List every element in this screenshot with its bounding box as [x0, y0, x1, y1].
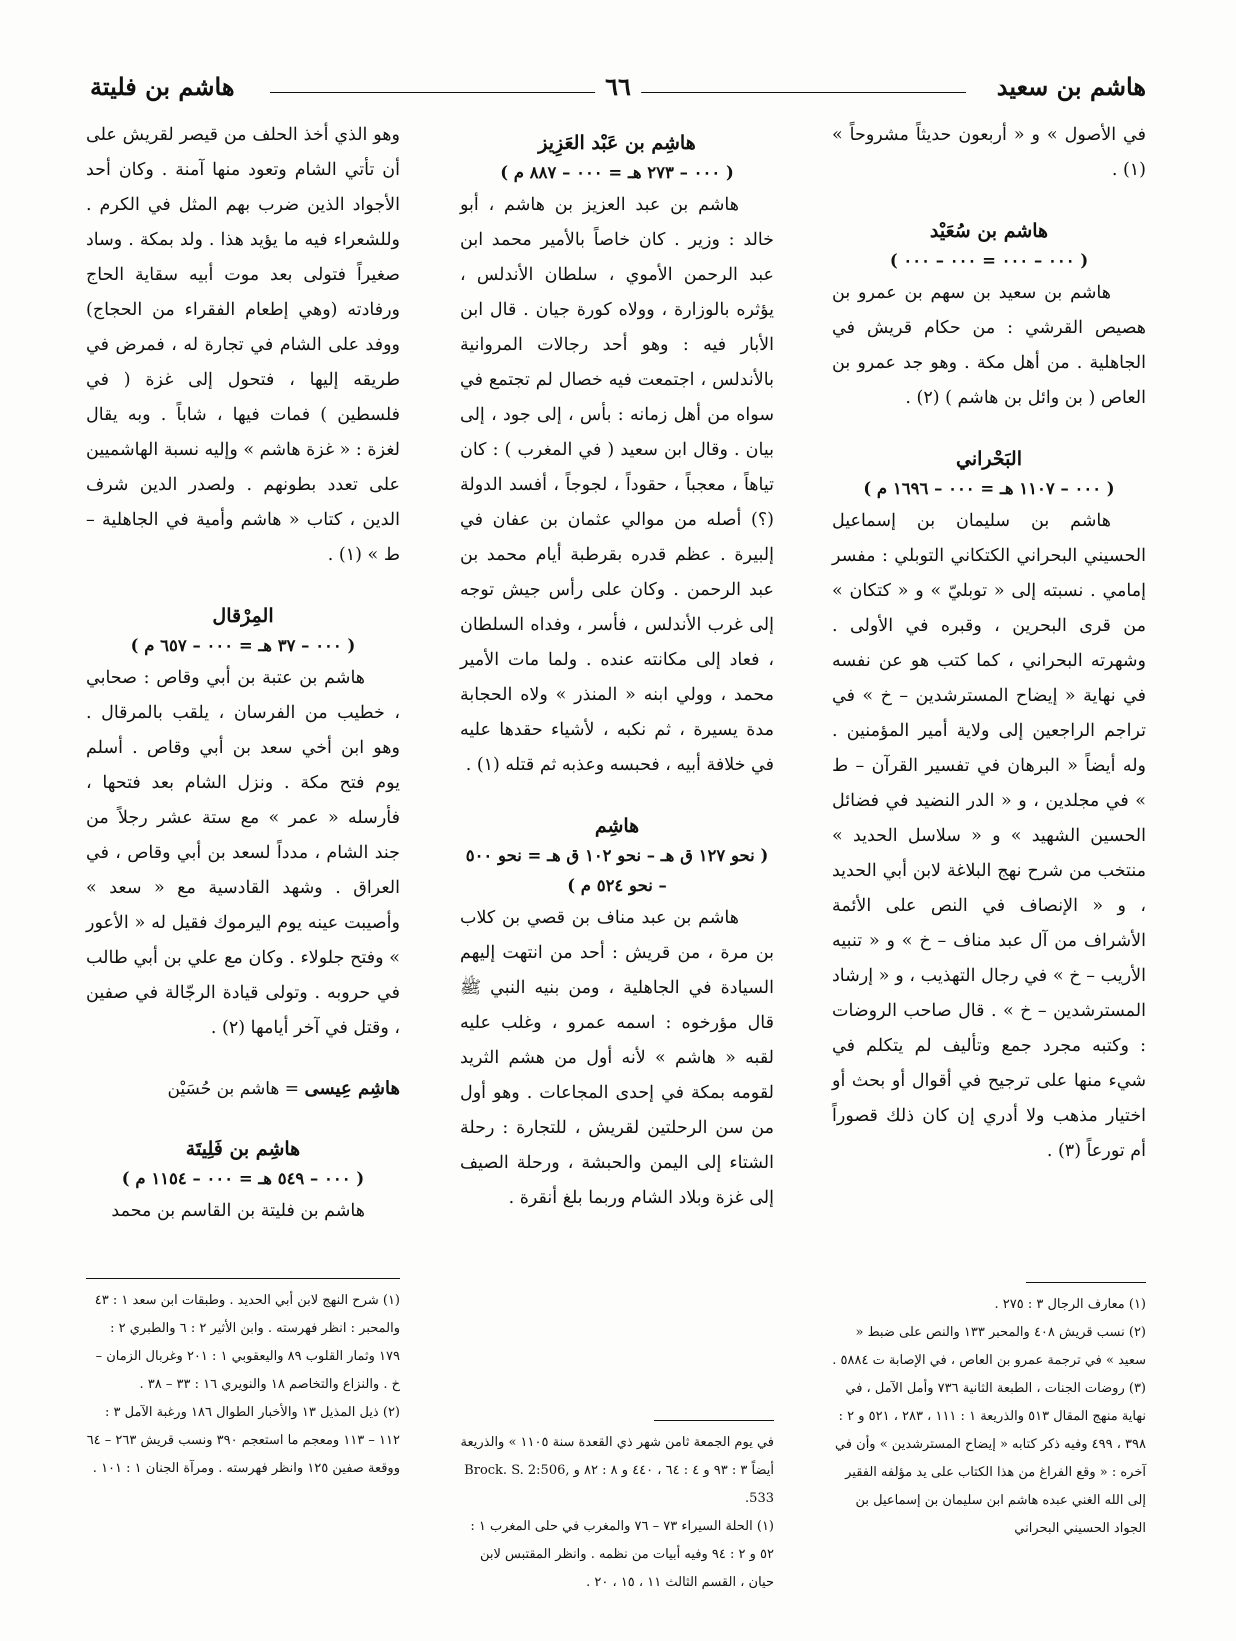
cross-reference-name: هاشِم عِيسى: [304, 1078, 400, 1099]
footnotes-right: [832, 1282, 1146, 1543]
footnote: (١) شرح النهج لابن أبي الحديد . وطبقات ابن سعد ١ : ٤٣ والمحبر : انظر فهرسته . وابن الأثير ٢ : ٦ والطبري ٢ : ١٧٩ وثمار القلوب ٨٩ واليعقوبي ١ : ٢٠١ وغربال الزمان – خ . والنزاع والتخاصم ١٨ والنويري ١٦ : ٣٣ – ٣٨ .: [94, 1293, 400, 1392]
continuation-text: وهو الذي أخذ الحلف من قيصر لقريش على أن تأتي الشام وتعود منها آمنة . وكان أحد الأجواد الذين ضرب بهم المثل في الكرم . وللشعراء فيه ما يؤيد هذا . ولد بمكة . وساد صغيراً فتولى بعد موت أبيه سقاية الحاج ورفادته (وهي إطعام الفقراء من الحجاج) ووفد على الشام في تجارة له ، فمرض في طريقه إليها ، فتحول إلى غزة ( في فلسطين ) فمات فيها ، شاباً . وبه يقال لغزة : « غزة هاشم » وإليه نسبة الهاشميين على تعدد بطونهم . ولصدر الدين شرف الدين ، كتاب « هاشم وأمية في الجاهلية – ط » (١) .: [86, 125, 400, 565]
page-header: [90, 72, 1146, 112]
entry-heading: [832, 444, 1146, 504]
column-left: [86, 118, 400, 1229]
footnote-rule: [1026, 1282, 1146, 1283]
footnote-rule: [654, 1420, 774, 1421]
footnotes-left: [86, 1278, 400, 1483]
footnote-rule: [86, 1278, 400, 1279]
cross-reference-target: = هاشم بن حُسَيْن: [167, 1079, 300, 1099]
footnote: (٢) نسب قريش ٤٠٨ والمحبر ١٣٣ والنص على ضبط « سعيد » في ترجمة عمرو بن العاص ، في الإصابة ت ٥٨٨٤ .: [832, 1325, 1146, 1368]
entry-heading: [460, 811, 774, 901]
column-right: [832, 118, 1146, 1169]
entry-heading: [460, 128, 774, 188]
entry-text: هاشم بن سعيد بن سهم بن عمرو بن هصيص القرشي : من حكام قريش في الجاهلية . من أهل مكة . وهو جد عمرو بن العاص ( بن وائل بن هاشم ) (٢) .: [832, 283, 1146, 408]
entry-dates: ( ٠٠٠ – ١١٠٧ هـ = ٠٠٠ – ١٦٩٦ م ): [863, 479, 1115, 498]
entry-dates: ( ٠٠٠ – ٥٤٩ هـ = ٠٠٠ – ١١٥٤ م ): [121, 1169, 365, 1188]
entry-heading: [832, 216, 1146, 276]
entry-name: هاشِم: [594, 815, 640, 837]
footnote: (٢) ذيل المذيل ١٣ والأخبار الطوال ١٨٦ ورغبة الآمل ٣ : ١١٢ – ١١٣ ومعجم ما استعجم ٣٩٠ ونسب قريش ٢٦٣ – ٦٤ ووقعة صفين ١٢٥ وانظر فهرسته . ومرآة الجنان ١ : ١٠١ .: [86, 1405, 400, 1476]
entry-heading: [86, 1134, 400, 1194]
footnote: في يوم الجمعة ثامن شهر ذي القعدة سنة ١١٠٥ » والذريعة أيضاً ٣ : ٩٣ و ٤ : ٦٤ ، ٤٤٠ و ٨ : ٨٢ و Brock. S. 2:506, 533.: [460, 1435, 774, 1506]
footnote: (١) الحلة السيراء ٧٣ – ٧٦ والمغرب في حلى المغرب ١ : ٥٢ و ٢ : ٩٤ وفيه أبيات من نظمه . وانظر المقتبس لابن حيان ، القسم الثالث ١١ ، ١٥ ، ٢٠ .: [470, 1519, 774, 1590]
entry-name: هاشِم بن عَبْد العَزِيز: [538, 132, 696, 154]
entry-text: هاشم بن عبد مناف بن قصي بن كلاب بن مرة ، من قريش : أحد من انتهت إليهم السيادة في الجاهلية ، ومن بنيه النبي ﷺ قال مؤرخوه : اسمه عمرو ، وغلب عليه لقبه « هاشم » لأنه أول من هشم الثريد لقومه بمكة في إحدى المجاعات . وهو أول من سن الرحلتين لقريش ، للتجارة : رحلة الشتاء إلى اليمن والحبشة ، ورحلة الصيف إلى غزة وبلاد الشام وربما بلغ أنقرة .: [460, 908, 774, 1208]
entry-dates: ( نحو ١٢٧ ق هـ – نحو ١٠٢ ق هـ = نحو ٥٠٠ – نحو ٥٢٤ م ): [465, 846, 769, 895]
entry-dates: ( ٠٠٠ – ٢٧٣ هـ = ٠٠٠ – ٨٨٧ م ): [500, 163, 734, 182]
cross-reference: [86, 1072, 400, 1106]
continuation-text: في الأصول » و « أربعون حديثاً مشروحاً » (١) .: [832, 125, 1146, 180]
entry-dates: ( ٠٠٠ – ٣٧ هـ = ٠٠٠ – ٦٥٧ م ): [130, 636, 356, 655]
entry-dates: ( ٠٠٠ – ٠٠٠ = ٠٠٠ – ٠٠٠ ): [889, 251, 1089, 270]
footnote: (٣) روضات الجنات ، الطبعة الثانية ٧٣٦ وأمل الآمل ، في نهاية منهج المقال ٥١٣ والذريعة ١ : ١١١ ، ٢٨٣ ، ٥٢١ و ٢ : ٣٩٨ ، ٤٩٩ وفيه ذكر كتابه « إيضاح المسترشدين » وأن في آخره : « وقع الفراغ من هذا الكتاب على يد مؤلفه الفقير إلى الله الغني عبده هاشم ابن سليمان بن إسماعيل بن الجواد الحسيني البحراني: [834, 1381, 1146, 1536]
entry-text: هاشم بن عتبة بن أبي وقاص : صحابي ، خطيب من الفرسان ، يلقب بالمرقال . وهو ابن أخي سعد بن أبي وقاص . أسلم يوم فتح مكة . ونزل الشام بعد فتحها ، فأرسله « عمر » مع ستة عشر رجلاً من جند الشام ، مدداً لسعد بن أبي وقاص ، في العراق . وشهد القادسية مع « سعد » وأصيبت عينه يوم اليرموك فقيل له « الأعور » وفتح جلولاء . وكان مع علي بن أبي طالب في حروبه . وتولى قيادة الرجّالة في صفين ، وقتل في آخر أيامها (٢) .: [86, 668, 400, 1038]
footnotes-middle: [460, 1420, 774, 1597]
column-middle: [460, 118, 774, 1216]
running-title-left: هاشم بن فليتة: [90, 72, 235, 101]
running-title-right: هاشم بن سعيد: [996, 72, 1146, 101]
entry-name: هاشِم بن فَلِيتَة: [185, 1138, 301, 1160]
entry-name: هاشم بن سُعَيْد: [929, 220, 1049, 242]
entry-heading: [86, 601, 400, 661]
entry-name: المِرْقال: [212, 605, 274, 627]
entry-text: هاشم بن عبد العزيز بن هاشم ، أبو خالد : وزير . كان خاصاً بالأمير محمد ابن عبد الرحمن الأموي ، سلطان الأندلس ، يؤثره بالوزارة ، وولاه كورة جيان . قال ابن الأبار فيه : وهو أحد رجالات المروانية بالأندلس ، اجتمعت فيه خصال لم تجتمع في سواه من أهل زمانه : بأس ، إلى جود ، إلى بيان . وقال ابن سعيد ( في المغرب ) : كان تياهاً ، معجباً ، حقوداً ، لجوجاً ، أفسد الدولة (؟) أصله من موالي عثمان بن عفان في إلبيرة . عظم قدره بقرطبة أيام محمد بن عبد الرحمن . وكان على رأس جيش توجه إلى غرب الأندلس ، فأسر ، وفداه السلطان ، فعاد إلى مكانته عنده . ولما مات الأمير محمد ، وولي ابنه « المنذر » ولاه الحجابة مدة يسيرة ، ثم نكبه ، لأشياء حقدها عليه في خلافة أبيه ، فحبسه وعذبه ثم قتله (١) .: [460, 195, 774, 775]
footnote: (١) معارف الرجال ٣ : ٢٧٥ .: [994, 1297, 1146, 1312]
entry-text: هاشم بن سليمان بن إسماعيل الحسيني البحراني الكتكاني التوبلي : مفسر إمامي . نسبته إلى « توبليّ » و « كتكان » من قرى البحرين ، وقبره في الأولى . وشهرته البحراني ، كما كتب هو عن نفسه في نهاية « إيضاح المسترشدين – خ » في تراجم الراجعين إلى ولاية أمير المؤمنين . وله أيضاً « البرهان في تفسير القرآن – ط » في مجلدين ، و « الدر النضيد في فضائل الحسين الشهيد » و « سلاسل الحديد » منتخب من شرح نهج البلاغة لابن أبي الحديد ، و « الإنصاف في النص على الأئمة الأشراف من آل عبد مناف – خ » و « تنبيه الأريب – خ » في رجال التهذيب ، و « إرشاد المسترشدين – خ » . قال صاحب الروضات : وكتبه مجرد جمع وتأليف لم يتكلم في شيء منها على ترجيح في أقوال أو بحث أو اختيار مذهب ولا أدري إن كان ذلك قصوراً أم تورعاً (٣) .: [832, 511, 1146, 1161]
page-number: ٦٦: [595, 72, 641, 101]
entry-name: البَحْراني: [956, 448, 1022, 470]
entry-text: هاشم بن فليتة بن القاسم بن محمد: [111, 1201, 365, 1221]
